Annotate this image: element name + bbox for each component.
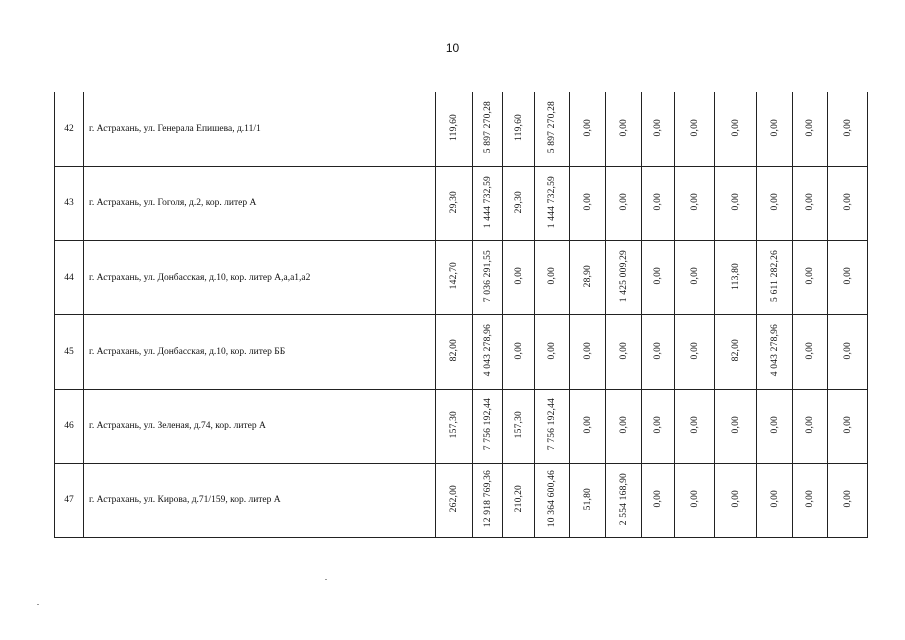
value-text: 2 554 168,90 [618,472,629,526]
value-cell [570,463,606,537]
value-text: 82,00 [449,339,459,362]
value-cell [535,166,570,240]
value-text: 0,00 [653,118,663,137]
value-cell [675,92,715,166]
value-text: 0,00 [513,267,524,285]
value-cell [503,389,535,463]
value-text: 51,80 [582,487,593,511]
value-cell [828,389,868,463]
value-cell [642,92,675,166]
value-cell [793,389,828,463]
value-text: 7 036 291,55 [482,249,493,303]
page-number: 10 [445,41,460,55]
value-text: 157,30 [513,410,524,439]
row-number-cell: 46 [55,389,84,463]
value-cell [675,315,715,389]
value-text: 0,00 [618,193,629,211]
value-text: 113,80 [730,262,741,290]
value-text: 0,00 [842,415,853,434]
value-cell [715,315,757,389]
value-text: 10 364 600,46 [547,470,557,528]
value-cell [715,389,757,463]
value-cell [793,315,828,389]
value-text: 0,00 [582,415,593,434]
value-text: 157,30 [449,410,459,439]
value-text: 0,00 [689,415,700,434]
value-text: 0,00 [769,490,780,508]
value-cell [535,92,570,166]
value-cell [828,241,868,315]
value-text: 28,90 [582,264,593,288]
value-cell [473,241,503,315]
row-number-cell: 44 [55,241,84,315]
value-cell [757,92,793,166]
value-cell [535,389,570,463]
value-text: 4 043 278,96 [482,324,493,377]
table-row [55,463,868,537]
value-cell [436,315,473,389]
value-cell [473,463,503,537]
value-cell [606,315,642,389]
address-cell: г. Астрахань, ул. Зеленая, д.74, кор. литер А [84,389,436,463]
value-text: 0,00 [653,490,663,508]
value-cell [715,92,757,166]
value-text: 0,00 [582,341,593,360]
value-cell [535,241,570,315]
value-cell [503,92,535,166]
value-cell [757,389,793,463]
value-cell [606,389,642,463]
value-text: 0,00 [618,118,629,137]
value-text: 1 444 732,59 [482,175,493,229]
value-cell [715,463,757,537]
value-text: 0,00 [582,118,593,137]
value-text: 0,00 [653,415,663,434]
value-text: 5 897 270,28 [547,101,557,154]
value-cell [757,315,793,389]
value-text: 0,00 [513,341,524,360]
value-cell [757,463,793,537]
value-text: 0,00 [842,490,853,508]
value-cell [570,241,606,315]
address-cell: г. Астрахань, ул. Донбасская, д.10, кор. литер ББ [84,315,436,389]
value-cell [675,166,715,240]
value-cell [570,166,606,240]
value-cell [570,315,606,389]
value-text: 7 756 192,44 [482,398,493,451]
value-cell [570,389,606,463]
value-cell [606,166,642,240]
table-row [55,389,868,463]
value-text: 119,60 [449,113,459,141]
value-text: 0,00 [689,267,700,285]
value-cell [436,241,473,315]
table-body [55,92,868,538]
value-text: 0,00 [730,118,741,137]
value-cell [828,315,868,389]
value-text: 0,00 [689,193,700,211]
value-text: 1 425 009,29 [618,249,629,303]
value-text: 0,00 [805,118,815,137]
value-text: 5 611 282,26 [769,250,780,303]
value-text: 210,20 [513,485,524,513]
value-cell [642,166,675,240]
value-cell [436,166,473,240]
value-text: 82,00 [730,339,741,362]
value-text: 1 444 732,59 [547,175,557,229]
value-cell [675,463,715,537]
value-cell [436,389,473,463]
value-text: 0,00 [805,341,815,360]
value-cell [436,463,473,537]
value-cell [715,166,757,240]
value-cell [535,463,570,537]
value-cell [828,166,868,240]
table-row [55,92,868,166]
value-cell [757,166,793,240]
value-cell [473,315,503,389]
value-text: 0,00 [547,341,557,360]
scan-speck [37,604,39,605]
value-text: 119,60 [513,113,524,141]
row-number-cell: 42 [55,92,84,166]
value-text: 0,00 [730,490,741,508]
value-cell [570,92,606,166]
buildings-table [54,92,868,538]
value-text: 0,00 [689,118,700,137]
value-text: 0,00 [805,193,815,211]
value-cell [642,241,675,315]
value-text: 0,00 [769,415,780,434]
value-cell [757,241,793,315]
value-text: 29,30 [449,190,459,214]
value-cell [606,241,642,315]
value-text: 0,00 [730,193,741,211]
value-cell [642,315,675,389]
value-text: 0,00 [842,193,853,211]
value-text: 0,00 [618,415,629,434]
value-text: 7 756 192,44 [547,398,557,451]
value-text: 12 918 769,36 [482,470,493,528]
row-number-cell: 45 [55,315,84,389]
address-cell: г. Астрахань, ул. Гоголя, д.2, кор. литер А [84,166,436,240]
value-cell [793,92,828,166]
value-text: 0,00 [842,118,853,137]
address-cell: г. Астрахань, ул. Кирова, д.71/159, кор. литер А [84,463,436,537]
value-cell [473,166,503,240]
value-cell [606,463,642,537]
value-text: 0,00 [769,118,780,137]
value-cell [535,315,570,389]
value-text: 0,00 [769,193,780,211]
value-text: 0,00 [547,267,557,285]
scan-speck [325,579,327,580]
value-cell [793,463,828,537]
value-cell [675,241,715,315]
address-cell: г. Астрахань, ул. Генерала Епишева, д.11/1 [84,92,436,166]
address-cell: г. Астрахань, ул. Донбасская, д.10, кор. литер А,а,а1,а2 [84,241,436,315]
value-text: 0,00 [730,415,741,434]
value-cell [828,463,868,537]
table-row [55,315,868,389]
table-row [55,241,868,315]
value-text: 0,00 [805,490,815,508]
value-text: 262,00 [449,485,459,513]
value-text: 0,00 [805,267,815,285]
value-cell [793,241,828,315]
value-text: 29,30 [513,190,524,214]
row-number-cell: 43 [55,166,84,240]
table-row [55,166,868,240]
value-text: 0,00 [653,193,663,211]
value-cell [606,92,642,166]
value-text: 4 043 278,96 [769,324,780,377]
value-cell [503,241,535,315]
value-cell [503,315,535,389]
value-cell [503,463,535,537]
value-cell [715,241,757,315]
value-cell [473,92,503,166]
value-text: 0,00 [653,341,663,360]
value-text: 0,00 [842,341,853,360]
value-text: 0,00 [689,490,700,508]
value-text: 0,00 [618,341,629,360]
value-cell [503,166,535,240]
value-cell [793,166,828,240]
value-text: 0,00 [842,267,853,285]
value-cell [436,92,473,166]
value-cell [642,463,675,537]
value-cell [473,389,503,463]
value-text: 0,00 [582,193,593,211]
value-cell [642,389,675,463]
value-text: 0,00 [805,415,815,434]
value-text: 142,70 [449,262,459,290]
value-text: 0,00 [689,341,700,360]
row-number-cell: 47 [55,463,84,537]
value-cell [675,389,715,463]
value-text: 0,00 [653,267,663,285]
value-cell [828,92,868,166]
buildings-table-container [54,92,867,538]
value-text: 5 897 270,28 [482,101,493,154]
